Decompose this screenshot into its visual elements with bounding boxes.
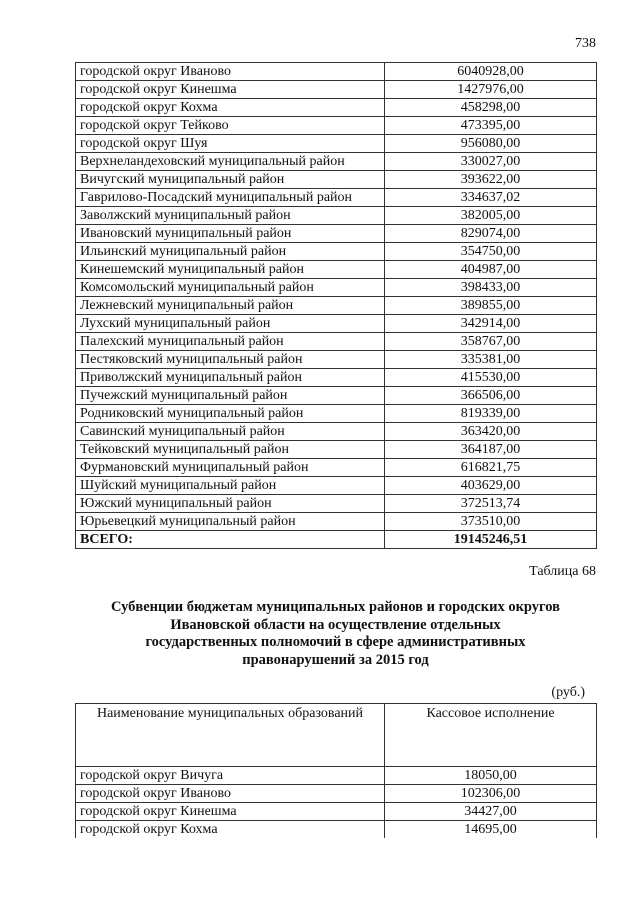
table-row: [76, 81, 597, 99]
amount: 403629,00: [385, 477, 597, 495]
amount: 393622,00: [385, 171, 597, 189]
municipality-name: Юрьевецкий муниципальный район: [76, 513, 385, 531]
column-header-value: Кассовое исполнение: [385, 704, 597, 767]
municipality-name: городской округ Кинешма: [76, 81, 385, 99]
municipality-name: Лежневский муниципальный район: [76, 297, 385, 315]
amount: 18050,00: [385, 767, 597, 785]
amount: 358767,00: [385, 333, 597, 351]
table-row: [76, 171, 597, 189]
municipality-name: городской округ Кинешма: [76, 803, 385, 821]
table-row: [76, 225, 597, 243]
municipality-name: городской округ Кохма: [76, 821, 385, 839]
table-row: [76, 351, 597, 369]
table-row: [76, 243, 597, 261]
title-line: государственных полномочий в сфере административных: [145, 634, 526, 650]
total-row: [76, 531, 597, 549]
municipality-name: городской округ Иваново: [76, 63, 385, 81]
title-line: Субвенции бюджетам муниципальных районов и городских округов: [111, 599, 560, 615]
amount: 363420,00: [385, 423, 597, 441]
municipality-name: Пестяковский муниципальный район: [76, 351, 385, 369]
municipality-name: Вичугский муниципальный район: [76, 171, 385, 189]
table-row: [76, 279, 597, 297]
amount: 330027,00: [385, 153, 597, 171]
table-title: [75, 599, 596, 669]
municipality-name: Приволжский муниципальный район: [76, 369, 385, 387]
amount: 366506,00: [385, 387, 597, 405]
municipality-name: ВСЕГО:: [76, 531, 385, 549]
municipality-name: Тейковский муниципальный район: [76, 441, 385, 459]
table-row: [76, 333, 597, 351]
header-row: [76, 704, 597, 767]
table-row: [76, 459, 597, 477]
amount: 364187,00: [385, 441, 597, 459]
title-line: правонарушений за 2015 год: [242, 651, 429, 668]
municipality-name: городской округ Тейково: [76, 117, 385, 135]
amount: 334637,02: [385, 189, 597, 207]
municipality-name: городской округ Кохма: [76, 99, 385, 117]
table-row: [76, 405, 597, 423]
municipality-name: городской округ Иваново: [76, 785, 385, 803]
table-row: [76, 423, 597, 441]
amount: 415530,00: [385, 369, 597, 387]
amount: 335381,00: [385, 351, 597, 369]
table-row: [76, 99, 597, 117]
table-number: Таблица 68: [529, 564, 596, 579]
amount: 956080,00: [385, 135, 597, 153]
table-row: [76, 261, 597, 279]
municipality-name: Ильинский муниципальный район: [76, 243, 385, 261]
municipality-name: Гаврилово-Посадский муниципальный район: [76, 189, 385, 207]
column-header-name: Наименование муниципальных образований: [76, 704, 385, 767]
table-row: [76, 387, 597, 405]
table-row: [76, 153, 597, 171]
currency-unit: (руб.): [551, 685, 585, 700]
amount: 34427,00: [385, 803, 597, 821]
table-row: [76, 135, 597, 153]
table-row: [76, 803, 597, 821]
amount: 829074,00: [385, 225, 597, 243]
table-row: [76, 513, 597, 531]
amount: 398433,00: [385, 279, 597, 297]
municipality-name: Савинский муниципальный район: [76, 423, 385, 441]
amount: 1427976,00: [385, 81, 597, 99]
table-row: [76, 785, 597, 803]
subsidy-table-continued: [75, 62, 597, 549]
table-row: [76, 63, 597, 81]
municipality-name: Родниковский муниципальный район: [76, 405, 385, 423]
amount: 404987,00: [385, 261, 597, 279]
title-line: Ивановской области на осуществление отдельных: [170, 616, 501, 633]
amount: 473395,00: [385, 117, 597, 135]
municipality-name: Южский муниципальный район: [76, 495, 385, 513]
amount: 616821,75: [385, 459, 597, 477]
administrative-offenses-subsidy-table: [75, 703, 597, 838]
municipality-name: Кинешемский муниципальный район: [76, 261, 385, 279]
amount: 372513,74: [385, 495, 597, 513]
municipality-name: Комсомольский муниципальный район: [76, 279, 385, 297]
municipality-name: Палехский муниципальный район: [76, 333, 385, 351]
municipality-name: Ивановский муниципальный район: [76, 225, 385, 243]
table-row: [76, 821, 597, 839]
amount: 373510,00: [385, 513, 597, 531]
amount: 102306,00: [385, 785, 597, 803]
municipality-name: Пучежский муниципальный район: [76, 387, 385, 405]
amount: 6040928,00: [385, 63, 597, 81]
table-row: [76, 369, 597, 387]
table-row: [76, 477, 597, 495]
amount: 19145246,51: [385, 531, 597, 549]
amount: 14695,00: [385, 821, 597, 839]
municipality-name: городской округ Вичуга: [76, 767, 385, 785]
amount: 382005,00: [385, 207, 597, 225]
table-row: [76, 207, 597, 225]
amount: 819339,00: [385, 405, 597, 423]
amount: 389855,00: [385, 297, 597, 315]
municipality-name: Заволжский муниципальный район: [76, 207, 385, 225]
table-row: [76, 315, 597, 333]
amount: 458298,00: [385, 99, 597, 117]
municipality-name: Лухский муниципальный район: [76, 315, 385, 333]
amount: 354750,00: [385, 243, 597, 261]
table-row: [76, 117, 597, 135]
municipality-name: Фурмановский муниципальный район: [76, 459, 385, 477]
table-row: [76, 189, 597, 207]
table-row: [76, 767, 597, 785]
table-row: [76, 441, 597, 459]
municipality-name: Шуйский муниципальный район: [76, 477, 385, 495]
municipality-name: городской округ Шуя: [76, 135, 385, 153]
table-row: [76, 495, 597, 513]
municipality-name: Верхнеландеховский муниципальный район: [76, 153, 385, 171]
page-number: 738: [575, 36, 596, 51]
table-row: [76, 297, 597, 315]
amount: 342914,00: [385, 315, 597, 333]
